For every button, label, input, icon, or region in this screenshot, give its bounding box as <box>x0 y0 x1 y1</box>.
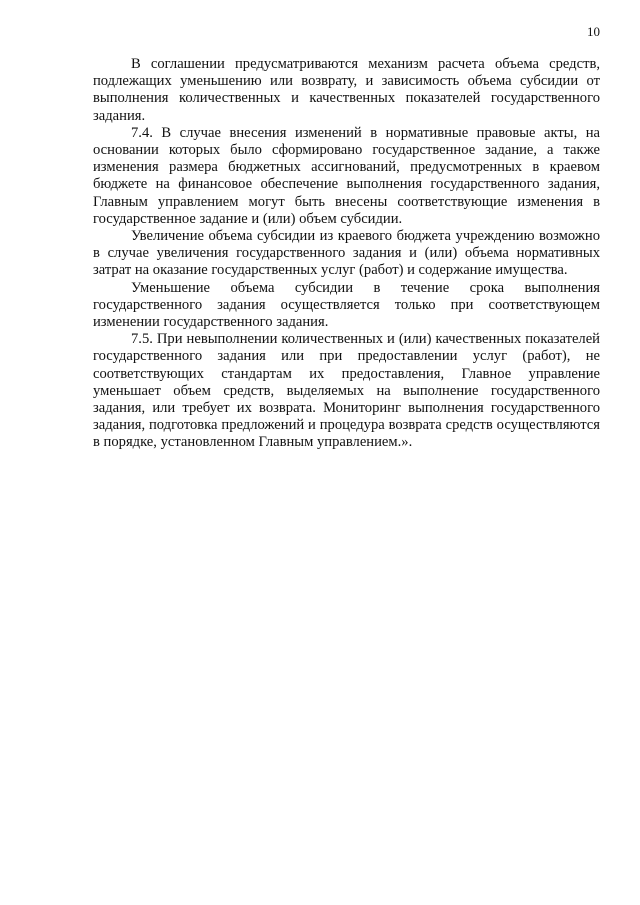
paragraph-subsidy-decrease: Уменьшение объема субсидии в течение срока выполнения государственного задания осуществляется только при соответствующем изменении государственного задания. <box>93 279 600 331</box>
page-number: 10 <box>587 24 600 39</box>
paragraph-agreement-mechanism: В соглашении предусматриваются механизм расчета объема средств, подлежащих уменьшению или возврату, и зависимость объема субсидии от выполнения количественных и качественных показателей государственного задания. <box>93 56 600 124</box>
paragraph-7-5: 7.5. При невыполнении количественных и (или) качественных показателей государственного задания или при предоставлении услуг (работ), не соответствующих стандартам их предоставления, Главное управление уменьшает объем средств, выделяемых на выполнение государственного задания, или требует их возврата. Мониторинг выполнения государственного задания, подготовка предложений и процедура возврата средств осуществляются в порядке, установленном Главным управлением.». <box>93 331 600 451</box>
paragraph-subsidy-increase: Увеличение объема субсидии из краевого бюджета учреждению возможно в случае увеличения государственного задания и (или) объема нормативных затрат на оказание государственных услуг (работ) и содержание имущества. <box>93 228 600 279</box>
paragraph-7-4: 7.4. В случае внесения изменений в нормативные правовые акты, на основании которых было сформировано государственное задание, а также изменения размера бюджетных ассигнований, предусмотренных в краевом бюджете на финансовое обеспечение выполнения государственного задания, Главным управлением могут быть внесены соответствующие изменения в государственное задание и (или) объем субсидии. <box>93 124 600 227</box>
document-body <box>93 56 600 452</box>
